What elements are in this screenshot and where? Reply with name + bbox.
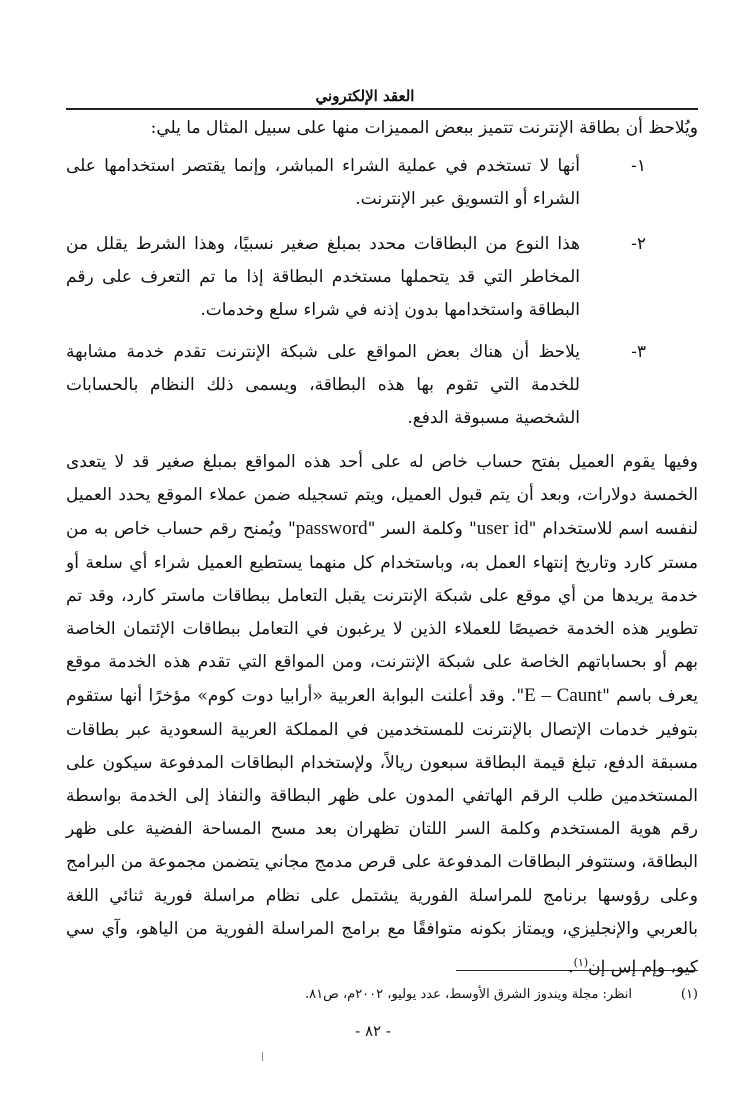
list-item-text: هذا النوع من البطاقات محدد بمبلغ صغير نسبيًا، وهذا الشرط يقلل من المخاطر التي قد يتحملها مستخدم البطاقة إذا ما تم التعرف على رقم البطاقة واستخدامها بدون إذنه في شراء سلع وخدمات. bbox=[66, 234, 580, 320]
user-id-term: user id bbox=[476, 518, 529, 540]
body-paragraph bbox=[66, 446, 698, 985]
running-header-title: العقد الإلكتروني bbox=[315, 87, 415, 105]
paragraph-text: وفيها يقوم العميل بفتح حساب خاص له على أحد هذه المواقع بمبلغ صغير قد لا يتعدى الخمسة دولارات، وبعد أن يتم قبول العميل، ويتم تسجيله ضمن عملاء الموقع يحدد العميل لنفسه اسم للاستخدام " bbox=[66, 452, 699, 540]
footnote-reference[interactable]: (١) bbox=[573, 956, 589, 970]
paragraph-text: " وكلمة السر " bbox=[367, 519, 477, 540]
page-number: - ٨٢ - bbox=[355, 1022, 391, 1040]
list-item-text: أنها لا تستخدم في عملية الشراء المباشر، وإنما يقتصر استخدامها على الشراء أو التسويق عبر الإنترنت. bbox=[66, 156, 580, 209]
intro-line: ويُلاحظ أن بطاقة الإنترنت تتميز ببعض المميزات منها على سبيل المثال ما يلي: bbox=[150, 118, 698, 138]
footnote-text: انظر: مجلة ويندوز الشرق الأوسط، عدد يوليو، ٢٠٠٢م، ص٨١. bbox=[304, 987, 632, 1002]
password-term: password bbox=[295, 518, 368, 540]
ecaunt-term: E – Caunt bbox=[524, 685, 603, 707]
scan-speck bbox=[262, 1052, 263, 1061]
footnote-number: (١) bbox=[680, 987, 698, 1002]
footnote-rule bbox=[456, 970, 698, 971]
list-item bbox=[66, 336, 698, 446]
list-item-text: يلاحظ أن هناك بعض المواقع على شبكة الإنترنت تقدم خدمة مشابهة للخدمة التي تقوم بها هذه البطاقة، ويسمى ذلك النظام بالحسابات الشخصية مسبوقة الدفع. bbox=[66, 342, 580, 428]
header-rule bbox=[66, 108, 698, 110]
paragraph-text: " ويُمنح رقم حساب خاص به من مستر كارد وتاريخ إنتهاء العمل به، وباستخدام كل منهما يستطيع العميل شراء أي سلعة أو خدمة يريدها من أي موقع على شبكة الإنترنت يقبل التعامل ببطاقات ماستر كارد، وقد تم تطوير هذه الخدمة خصيصًا للعملاء الذين لا يرغبون في التعامل ببطاقات الإئتمان الخاصة بهم أو بحساباتهم الخاصة على شبكة الإنترنت، ومن المواقع التي تقدم هذه الخدمة موقع يعرف باسم " bbox=[66, 519, 698, 707]
list-item bbox=[66, 150, 698, 230]
list-item-number: ٣- bbox=[631, 342, 646, 362]
paragraph-text: ". وقد أعلنت البوابة العربية «أرابيا دوت كوم» مؤخرًا أنها ستقوم بتوفير خدمات الإتصال بالإنترنت للمستخدمين في المملكة العربية السعودية عبر بطاقات مسبقة الدفع، تبلغ قيمة البطاقة سبعون ريالاً، ولإستخدام البطاقات المدفوعة سيكون على المستخدمين طلب الرقم الهاتفي المدون على ظهر البطاقة والنفاذ إلى الخدمة بواسطة رقم هوية المستخدم وكلمة السر اللتان تظهران بعد مسح المساحة الفضية على ظهر البطاقة، وستتوفر البطاقات المدفوعة على قرص مدمج مجاني يتضمن مجموعة من البرامج وعلى رؤوسها برنامج للمراسلة الفورية يشتمل على نظام مراسلة فورية ثنائي اللغة بالعربي والإنجليزي، ويمتاز بكونه متوافقًا مع برامج المراسلة الفورية من الياهو، وآي سي كيو، وإم إس إن bbox=[66, 686, 698, 978]
paragraph-end: . bbox=[568, 957, 574, 978]
list-item bbox=[66, 228, 698, 338]
list-item-number: ٢- bbox=[631, 234, 646, 254]
list-item-number: ١- bbox=[631, 156, 646, 176]
